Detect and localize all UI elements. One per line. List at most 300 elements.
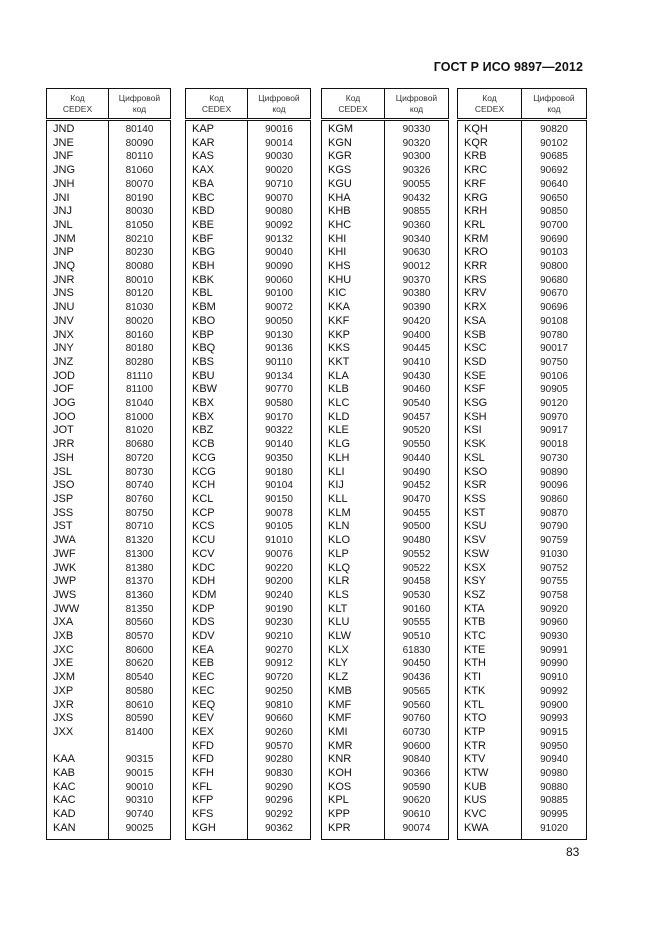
table-row [47,150,171,164]
cedex-code-cell: KTK [458,685,522,699]
numeric-code-cell: 90840 [402,754,431,766]
table-row [186,534,311,548]
cedex-code-cell: JWF [47,548,109,562]
cedex-code-cell: KAS [186,150,248,164]
table-row [47,479,171,493]
numeric-code-cell: 90296 [265,795,293,807]
table-row [186,411,311,425]
cedex-code-cell: KKP [322,329,385,343]
cedex-code-cell: KSB [458,329,522,343]
table-row [322,712,449,726]
table-row [47,315,171,329]
numeric-code-cell: 90870 [540,507,568,519]
table-row [458,534,587,548]
cedex-code-cell: KBG [186,246,248,260]
numeric-code-cell: 90105 [265,521,293,533]
cedex-code-cell: JNG [47,164,109,178]
cedex-code-cell: JRR [47,438,109,452]
table-row [322,534,449,548]
cedex-code-cell: KLZ [322,671,385,685]
table-header-row [186,89,311,120]
table-row [322,726,449,740]
numeric-code-cell: 90103 [540,247,568,259]
cedex-code-cell: KSS [458,493,522,507]
numeric-code-cell: 90455 [402,507,431,519]
table-row [186,822,311,839]
numeric-code-cell: 90830 [265,768,293,780]
cedex-code-cell: JNY [47,342,109,356]
numeric-code-cell: 90200 [265,576,293,588]
table-row [47,794,171,808]
numeric-code-cell: 81110 [126,370,153,382]
table-row [186,342,311,356]
table-row [47,507,171,521]
cedex-code-cell: KRO [458,246,522,260]
page-number: 83 [566,845,580,859]
numeric-code-cell: 90110 [265,356,293,368]
table-row [322,150,449,164]
numeric-code-cell: 81000 [125,411,154,423]
cedex-code-cell: KSD [458,356,522,370]
numeric-code-cell: 90017 [540,343,568,355]
numeric-code-cell: 80740 [125,480,154,492]
table-row [186,120,311,137]
numeric-code-cell: 90320 [402,137,431,149]
table-row [458,411,587,425]
cedex-code-cell: JNE [47,137,109,151]
numeric-code-cell: 90915 [540,726,568,738]
numeric-code-cell: 90025 [125,822,154,834]
table-row [47,781,171,795]
table-row [186,781,311,795]
cedex-code-cell: KRG [458,192,522,206]
table-row [47,301,171,315]
table-row [186,479,311,493]
cedex-code-cell: KBQ [186,342,248,356]
table-row [186,301,311,315]
numeric-code-cell: 80620 [125,658,154,670]
numeric-code-cell: 90390 [402,302,431,314]
cedex-code-cell: KSA [458,315,522,329]
table-row [186,616,311,630]
cedex-code-cell: KDH [186,575,248,589]
cedex-code-cell: KTW [458,767,522,781]
cedex-code-cell: KTC [458,630,522,644]
numeric-code-cell: 80120 [125,288,154,300]
table-row [458,794,587,808]
numeric-code-cell: 90850 [540,206,568,218]
table-row [322,178,449,192]
numeric-code-cell: 90360 [402,219,431,231]
table-row [458,753,587,767]
cedex-code-cell: KLS [322,589,385,603]
numeric-code-cell: 90960 [540,617,568,629]
numeric-code-cell: 90860 [540,493,568,505]
table-row [458,274,587,288]
numeric-code-cell: 90420 [402,315,431,327]
table-row [458,507,587,521]
numeric-code-cell: 90940 [540,754,568,766]
cedex-code-cell: JXS [47,712,109,726]
cedex-code-cell: JXA [47,616,109,630]
numeric-code-cell: 81400 [125,726,154,738]
numeric-code-cell: 80030 [125,206,154,218]
table-row [322,685,449,699]
column-header-numeric-line: Цифровой [258,92,300,103]
table-row [322,315,449,329]
numeric-code-cell: 90680 [540,274,568,286]
cedex-code-cell: JWW [47,603,109,617]
cedex-code-cell: JWA [47,534,109,548]
numeric-code-cell: 90292 [265,809,293,821]
numeric-code-cell: 80720 [125,452,154,464]
table-row [47,589,171,603]
numeric-code-cell: 90300 [402,151,431,163]
cedex-code-cell: JXB [47,630,109,644]
table-row [186,657,311,671]
column-header-code-line: Код [482,92,497,103]
cedex-code-cell: KMI [322,726,385,740]
numeric-code-cell: 80730 [125,466,154,478]
numeric-code-cell: 90230 [265,617,293,629]
numeric-code-cell: 90096 [540,480,568,492]
numeric-code-cell: 81370 [125,576,154,588]
cedex-code-cell: KFH [186,767,248,781]
cedex-code-cell: KUB [458,781,522,795]
numeric-code-cell: 80190 [125,192,154,204]
table-row [47,657,171,671]
cedex-code-cell: KQH [458,120,522,137]
cedex-code-cell: KLX [322,644,385,658]
numeric-code-cell: 90880 [540,781,568,793]
numeric-code-cell: 90132 [265,233,293,245]
numeric-code-cell: 90432 [402,192,431,204]
numeric-code-cell: 80180 [125,343,154,355]
cedex-code-cell: KTA [458,603,522,617]
cedex-code-cell: KBE [186,219,248,233]
cedex-code-cell: KBD [186,205,248,219]
table-row [322,260,449,274]
cedex-code-cell: KBX [186,397,248,411]
table-row [458,356,587,370]
cedex-code-cell: KSW [458,548,522,562]
cedex-code-cell: JNZ [47,356,109,370]
numeric-code-cell: 90315 [125,754,154,766]
column-header-numeric-line: Цифровой [533,92,575,103]
table-row [458,726,587,740]
cedex-code-cell: JSS [47,507,109,521]
table-row [47,438,171,452]
cedex-code-cell: KSF [458,383,522,397]
cedex-code-cell: KHI [322,233,385,247]
table-row [47,452,171,466]
cedex-code-cell: KAD [47,808,109,822]
table-row [458,301,587,315]
numeric-code-cell: 90510 [402,631,431,643]
table-row [458,329,587,343]
numeric-code-cell: 90076 [265,548,293,560]
table-row [322,589,449,603]
numeric-code-cell: 81320 [125,535,154,547]
numeric-code-cell: 90050 [265,315,293,327]
table-row [47,534,171,548]
cedex-code-cell: JXE [47,657,109,671]
table-row [458,452,587,466]
table-row [186,767,311,781]
cedex-code-cell: KMB [322,685,385,699]
numeric-code-cell: 90074 [402,822,431,834]
table-row [186,452,311,466]
table-row [322,657,449,671]
cedex-code-cell: KAC [47,781,109,795]
table-row [186,726,311,740]
numeric-code-cell: 90490 [402,466,431,478]
column-header-code-line: CEDEX [474,103,505,114]
cedex-code-cell: KCH [186,479,248,493]
numeric-code-cell: 90790 [540,521,568,533]
numeric-code-cell: 90810 [265,699,293,711]
column-header-numeric-line: код [132,103,147,114]
numeric-code-cell [109,740,171,754]
table-row [322,507,449,521]
table-row [458,219,587,233]
column-header-code [458,89,522,120]
cedex-code-cell: KSK [458,438,522,452]
table-row [322,808,449,822]
numeric-code-cell: 90552 [402,548,431,560]
table-row [322,767,449,781]
cedex-code-cell: KEX [186,726,248,740]
numeric-code-cell: 90970 [540,411,568,423]
table-row [458,178,587,192]
table-row [458,562,587,576]
cedex-code-cell: KLT [322,603,385,617]
table-row [47,767,171,781]
table-row [458,479,587,493]
table-row [458,671,587,685]
table-row [322,671,449,685]
table-row [458,767,587,781]
cedex-code-cell: KSI [458,424,522,438]
cedex-code-cell: KRC [458,164,522,178]
table-row [322,753,449,767]
cedex-code-cell: JWS [47,589,109,603]
cedex-code-cell: KGS [322,164,385,178]
table-row [47,411,171,425]
numeric-code-cell: 90445 [402,343,431,355]
numeric-code-cell: 80750 [125,507,154,519]
table-row [322,233,449,247]
numeric-code-cell: 90104 [265,480,293,492]
numeric-code-cell: 90370 [402,274,431,286]
cedex-code-cell: KBO [186,315,248,329]
cedex-code-cell: KBK [186,274,248,288]
cedex-code-cell: KCG [186,452,248,466]
cedex-code-cell: JSH [47,452,109,466]
numeric-code-cell: 90240 [265,589,293,601]
numeric-code-cell: 90760 [402,713,431,725]
table-row [47,493,171,507]
numeric-code-cell: 90990 [540,658,568,670]
numeric-code-cell: 90102 [540,137,568,149]
table-row [458,246,587,260]
numeric-code-cell: 80600 [125,644,154,656]
table-row [322,794,449,808]
cedex-code-cell: KSV [458,534,522,548]
table-row [458,164,587,178]
table-row [322,603,449,617]
table-row [458,137,587,151]
table-row [186,205,311,219]
cedex-table-2 [185,88,311,840]
cedex-code-cell: KLD [322,411,385,425]
numeric-code-cell: 90750 [540,356,568,368]
cedex-code-cell: KGN [322,137,385,151]
numeric-code-cell: 90555 [402,617,431,629]
table-row [322,562,449,576]
column-header-code [47,89,109,120]
cedex-code-cell: KMF [322,699,385,713]
table-row [458,438,587,452]
cedex-code-cell: KBC [186,192,248,206]
table-header-row [322,89,449,120]
numeric-code-cell: 90108 [540,315,568,327]
numeric-code-cell: 90820 [540,124,568,135]
table-row [322,370,449,384]
numeric-code-cell: 90078 [265,507,293,519]
cedex-code-cell: JND [47,120,109,137]
cedex-code-cell [47,740,109,754]
numeric-code-cell: 90030 [265,151,293,163]
numeric-code-cell: 90120 [540,398,568,410]
numeric-code-cell: 80610 [125,699,154,711]
table-row [47,548,171,562]
table-row [186,164,311,178]
table-row [186,274,311,288]
cedex-code-cell: KFS [186,808,248,822]
cedex-code-cell: JNM [47,233,109,247]
table-row [47,740,171,754]
table-row [186,233,311,247]
table-row [458,685,587,699]
table-row [47,383,171,397]
table-row [186,329,311,343]
numeric-code-cell: 90330 [402,124,431,135]
table-row [186,260,311,274]
table-row [186,740,311,754]
cedex-code-cell: KST [458,507,522,521]
numeric-code-cell: 80110 [125,151,154,163]
table-row [458,120,587,137]
table-row [47,520,171,534]
cedex-code-cell: KTH [458,657,522,671]
table-row [458,699,587,713]
numeric-code-cell: 90770 [265,384,293,396]
cedex-code-cell: JXM [47,671,109,685]
cedex-code-cell: KTO [458,712,522,726]
numeric-code-cell: 90570 [265,740,293,752]
cedex-code-cell: KPP [322,808,385,822]
table-row [458,424,587,438]
table-row [458,493,587,507]
numeric-code-cell: 90270 [265,644,293,656]
cedex-code-cell: JNQ [47,260,109,274]
table-row [458,342,587,356]
table-row [186,178,311,192]
numeric-code-cell: 90220 [265,562,293,574]
numeric-code-cell: 90780 [540,329,568,341]
numeric-code-cell: 80090 [125,137,154,149]
table-row [458,397,587,411]
cedex-code-cell: KSY [458,575,522,589]
numeric-code-cell: 90410 [402,356,431,368]
table-row [322,383,449,397]
numeric-code-cell: 90440 [402,452,431,464]
numeric-code-cell: 90322 [265,425,293,437]
numeric-code-cell: 90759 [540,535,568,547]
numeric-code-cell: 90458 [402,576,431,588]
cedex-code-cell: KCS [186,520,248,534]
table-row [186,287,311,301]
cedex-code-cell: KSC [458,342,522,356]
numeric-code-cell: 90080 [265,206,293,218]
table-row [47,726,171,740]
column-header-numeric [109,89,171,120]
cedex-code-cell: KCV [186,548,248,562]
cedex-code-cell: KAC [47,794,109,808]
cedex-table-1 [46,88,171,840]
cedex-code-cell: KRL [458,219,522,233]
table-row [186,424,311,438]
table-row [47,575,171,589]
numeric-code-cell: 90055 [402,178,431,190]
table-row [186,548,311,562]
table-row [322,411,449,425]
numeric-code-cell: 90630 [402,247,431,259]
numeric-code-cell: 81360 [125,589,154,601]
cedex-code-cell: KLW [322,630,385,644]
table-row [186,466,311,480]
cedex-code-cell: KSZ [458,589,522,603]
cedex-code-cell: KAX [186,164,248,178]
numeric-code-cell: 90660 [265,713,293,725]
numeric-code-cell: 90250 [265,685,293,697]
table-row [458,287,587,301]
numeric-code-cell: 80140 [125,124,154,135]
document-standard-header: ГОСТ Р ИСО 9897—2012 [433,60,583,74]
table-row [186,438,311,452]
numeric-code-cell: 90480 [402,535,431,547]
numeric-code-cell: 90210 [265,631,293,643]
numeric-code-cell: 90400 [402,329,431,341]
cedex-code-cell: KEV [186,712,248,726]
numeric-code-cell: 90160 [402,603,431,615]
cedex-code-cell: JOF [47,383,109,397]
numeric-code-cell: 80680 [125,439,154,451]
numeric-code-cell: 90290 [265,781,293,793]
numeric-code-cell: 80760 [125,493,154,505]
table-row [458,657,587,671]
cedex-code-cell: JWK [47,562,109,576]
table-row [458,370,587,384]
numeric-code-cell: 90690 [540,233,568,245]
cedex-code-cell: KAB [47,767,109,781]
numeric-code-cell: 90310 [125,795,154,807]
table-row [186,383,311,397]
cedex-code-cell: KLG [322,438,385,452]
table-row [47,342,171,356]
table-row [322,616,449,630]
